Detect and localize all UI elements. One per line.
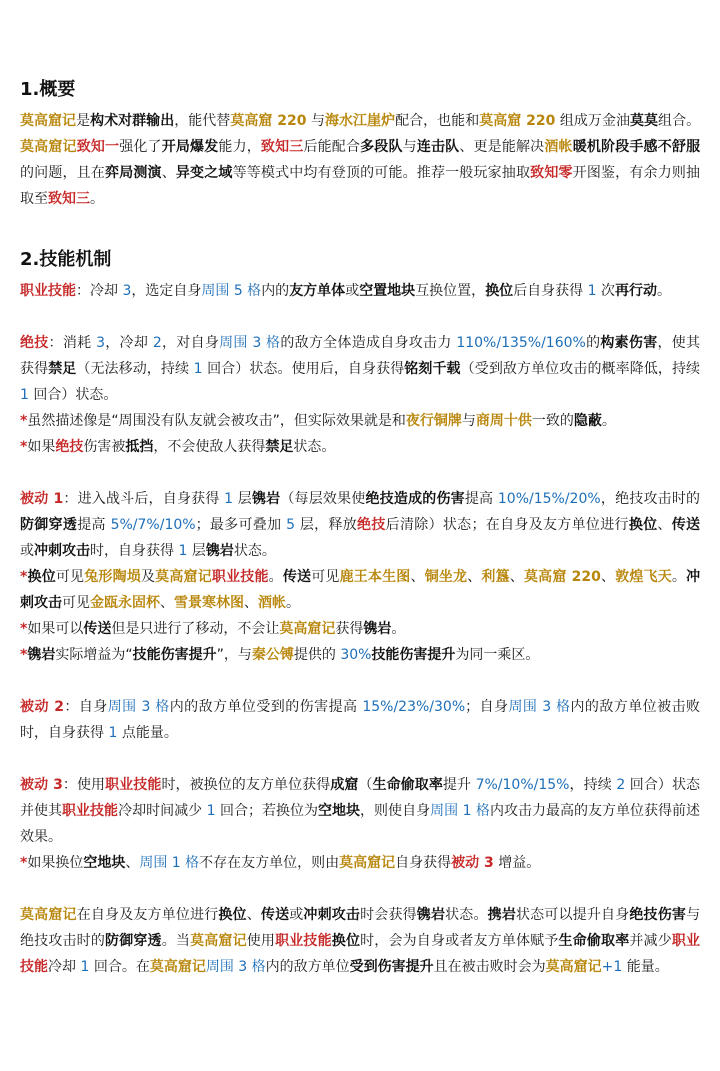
text-run: 3 <box>96 335 106 351</box>
text-run: ：消耗 <box>48 335 97 351</box>
text-run: 与 <box>402 139 417 155</box>
text-run: 15%/23%/30% <box>362 699 466 715</box>
text-run: 状态可以提升自身 <box>516 907 630 923</box>
text-run: 绝技造成的伤害 <box>365 491 465 507</box>
text-run: 职业技能 <box>211 569 269 585</box>
text-run: 5%/7%/10% <box>110 517 196 533</box>
text-run: 携岩 <box>487 907 516 923</box>
paragraph <box>20 616 700 642</box>
text-run: ，选定自身 <box>131 283 202 299</box>
text-run: 时，会为自身或者友方单体赋予 <box>360 933 559 949</box>
text-run: 生命偷取率 <box>372 777 443 793</box>
text-run: 回合）状态并使其 <box>20 777 701 819</box>
paragraph <box>20 642 700 668</box>
text-run: 兔形陶埙 <box>84 569 141 585</box>
text-run: 莫高窟 220 <box>479 113 556 129</box>
text-run: 致知三 <box>48 191 90 207</box>
paragraph-spacer <box>20 876 700 902</box>
text-run: 、 <box>125 855 140 871</box>
text-run: ：冷却 <box>76 283 123 299</box>
text-run: 回合）状态。 <box>28 387 118 403</box>
text-run: 1 <box>20 387 29 403</box>
text-run: ，持续 <box>569 777 617 793</box>
text-run: 、 <box>160 595 174 611</box>
text-run: 周围 1 格 <box>139 855 200 871</box>
text-run: 回合。在 <box>89 959 150 975</box>
text-run: 构术对群输出 <box>90 113 175 129</box>
text-run: 多段队 <box>360 139 403 155</box>
text-run: 状态。 <box>445 907 488 923</box>
text-run: 层，释放 <box>295 517 358 533</box>
text-run: 周围 3 格 <box>219 335 281 351</box>
paragraph <box>20 434 700 460</box>
text-run: 莫高窟记 <box>190 933 247 949</box>
text-run: 但是只进行了移动，不会让 <box>111 621 280 637</box>
text-run: 回合；若换位为 <box>215 803 319 819</box>
text-run: 传送 <box>260 907 290 923</box>
text-run: 与 <box>461 413 476 429</box>
text-run: 在自身及友方单位进行 <box>76 907 219 923</box>
text-run: 绝技 <box>20 335 49 351</box>
text-run: 传送 <box>671 517 701 533</box>
text-run: * <box>20 621 28 637</box>
text-run: ，不会使敌人获得 <box>153 439 266 455</box>
text-run: 换位 <box>27 569 56 585</box>
text-run: （ <box>358 777 373 793</box>
text-run: 一致的 <box>531 413 574 429</box>
text-run: 莫莫 <box>630 113 659 129</box>
text-run: * <box>20 647 28 663</box>
text-run: 技能伤害提升 <box>371 647 456 663</box>
text-run: 绝技 <box>55 439 84 455</box>
text-run: 。 <box>286 595 300 611</box>
text-run: 点能量。 <box>117 725 178 741</box>
text-run: 绝技伤害 <box>629 907 687 923</box>
text-run: 。 <box>268 569 283 585</box>
text-run: 或 <box>345 283 360 299</box>
text-run: 莫高窟记 <box>339 855 396 871</box>
text-run: 再行动 <box>615 283 658 299</box>
text-run: 实际增益为“ <box>55 647 133 663</box>
text-run: 绝技 <box>357 517 386 533</box>
text-run: 1 <box>587 283 597 299</box>
text-run: 被动 1 <box>20 491 64 507</box>
text-run: 受到伤害提升 <box>349 959 434 975</box>
text-run: ，对自身 <box>161 335 220 351</box>
text-run: +1 <box>601 959 623 975</box>
text-run: 连击队 <box>416 139 460 155</box>
paragraph <box>20 278 700 304</box>
text-run: 周围 1 格 <box>430 803 490 819</box>
text-run: 增益。 <box>493 855 541 871</box>
text-run: 、 <box>657 517 672 533</box>
text-run: 冲刺攻击 <box>34 543 90 559</box>
text-run: 莫高窟 220 <box>230 113 307 129</box>
text-run: 提升 <box>442 777 476 793</box>
text-run: 的敌方全体造成自身攻击力 <box>280 335 457 351</box>
text-run: 暖机阶段手感不舒服 <box>572 139 701 155</box>
text-run: 莫高窟记 <box>545 959 602 975</box>
text-run: 内的敌方单位被击败时，自身获得 <box>20 699 701 741</box>
text-run: 冷却 <box>48 959 81 975</box>
text-run: 可见 <box>311 569 340 585</box>
text-run: 致知一 <box>76 139 120 155</box>
text-run: 、 <box>410 569 425 585</box>
text-run: ：自身 <box>63 699 108 715</box>
text-run: ，使其获得 <box>20 335 701 377</box>
text-run: 冲刺攻击 <box>303 907 361 923</box>
paragraph-spacer <box>20 668 700 694</box>
text-run: 组合。 <box>658 113 701 129</box>
text-run: 1 <box>80 959 90 975</box>
text-run: 内的敌方单位受到的伤害提高 <box>169 699 363 715</box>
text-run: 提高 <box>464 491 498 507</box>
text-run: ，冷却 <box>105 335 153 351</box>
text-run: 及 <box>140 569 156 585</box>
text-run: * <box>20 855 28 871</box>
section-heading: 1.概要 <box>20 79 76 100</box>
text-run: 、 <box>467 569 482 585</box>
text-run: 莫高窟记 <box>149 959 206 975</box>
text-run: ，则使自身 <box>360 803 431 819</box>
text-run: 生命偷取率 <box>558 933 630 949</box>
text-run: 、 <box>600 569 616 585</box>
text-run: 且在被击败时会为 <box>433 959 546 975</box>
text-run: 如果换位 <box>27 855 84 871</box>
text-run: * <box>20 439 28 455</box>
text-run: 30% <box>340 647 372 663</box>
text-run: 周围 5 格 <box>201 283 262 299</box>
text-run: 隐蔽 <box>573 413 602 429</box>
text-run: 镌岩 <box>416 907 446 923</box>
text-run: 。 <box>601 413 616 429</box>
text-run: 。当 <box>161 933 191 949</box>
text-run: 等等模式中均有登顶的可能。推荐一般玩家抽取 <box>232 165 531 181</box>
paragraph <box>20 772 700 850</box>
text-run: 周围 3 格 <box>508 699 571 715</box>
text-run: 开图鉴，有余力则抽取至 <box>20 165 701 207</box>
text-run: 内的 <box>261 283 290 299</box>
text-run: ；最多可叠加 <box>195 517 287 533</box>
text-run: 雪景寒林图 <box>174 595 244 611</box>
text-run: 酒帐 <box>544 139 573 155</box>
text-run: 弈局测演 <box>105 165 162 181</box>
text-run: ”，与 <box>216 647 252 663</box>
text-run: 酒帐 <box>258 595 286 611</box>
text-run: 内的敌方单位 <box>265 959 350 975</box>
text-run: 。 <box>671 569 687 585</box>
text-run: 不存在友方单位，则由 <box>199 855 340 871</box>
text-run: 被动 2 <box>20 699 64 715</box>
text-run: 莫高窟记 <box>20 139 77 155</box>
text-run: 莫高窟 220 <box>523 569 601 585</box>
text-run: 互换位置， <box>415 283 486 299</box>
text-run: 镌岩 <box>205 543 234 559</box>
text-run: 层 <box>187 543 206 559</box>
text-run: 冷却时间减少 <box>118 803 207 819</box>
text-run: 。 <box>391 621 406 637</box>
text-run: 时，被换位的友方单位获得 <box>161 777 331 793</box>
text-run: 开局爆发 <box>161 139 219 155</box>
text-run: 镌岩 <box>363 621 392 637</box>
text-run: 传送 <box>282 569 312 585</box>
text-run: 。 <box>90 191 104 207</box>
text-run: * <box>20 413 28 429</box>
text-run: 。 <box>657 283 672 299</box>
text-run: 后能配合 <box>303 139 361 155</box>
text-run: 并减少 <box>629 933 672 949</box>
text-run: 、 <box>244 595 258 611</box>
text-run: 铜坐龙 <box>424 569 468 585</box>
text-run: 换位 <box>331 933 361 949</box>
text-run: 空置地块 <box>359 283 416 299</box>
text-run: 1 <box>224 491 234 507</box>
text-run: 能量。 <box>622 959 669 975</box>
text-run: 换位 <box>628 517 658 533</box>
text-run: 提供的 <box>293 647 341 663</box>
text-run: 莫高窟记 <box>20 907 77 923</box>
text-run: 职业技能 <box>62 803 119 819</box>
text-run: 传送 <box>83 621 112 637</box>
text-run: 组成万金油 <box>555 113 630 129</box>
text-run: ，绝技攻击时的 <box>600 491 701 507</box>
text-run: 与 <box>306 113 325 129</box>
text-run: 职业技能 <box>20 933 701 975</box>
text-run: 使用 <box>246 933 276 949</box>
paragraph-spacer <box>20 460 700 486</box>
text-run: 鹿王本生图 <box>339 569 411 585</box>
text-run: 配合，也能和 <box>395 113 480 129</box>
section-spacer <box>20 212 700 246</box>
text-run: 冲刺攻击 <box>20 569 701 611</box>
text-run: 2 <box>152 335 162 351</box>
text-run: 回合）状态。使用后，自身获得 <box>202 361 405 377</box>
text-run: 获得 <box>335 621 364 637</box>
paragraph <box>20 486 700 564</box>
paragraph <box>20 850 700 876</box>
text-run: 2 <box>616 777 626 793</box>
text-run: 技能伤害提升 <box>132 647 217 663</box>
text-run: 与绝技攻击时的 <box>20 907 701 949</box>
text-run: （受到敌方单位攻击的概率降低，持续 <box>460 361 701 377</box>
text-run: 可见 <box>55 569 85 585</box>
text-run: 周围 3 格 <box>107 699 170 715</box>
text-run: 、 <box>161 165 176 181</box>
text-run: 构素伤害 <box>600 335 658 351</box>
text-run: 利簋 <box>481 569 510 585</box>
text-run: （无法移动，持续 <box>76 361 194 377</box>
text-run: 3 <box>122 283 132 299</box>
text-run: 职业技能 <box>20 283 76 299</box>
text-run: 1 <box>193 361 203 377</box>
text-run: 致知零 <box>530 165 573 181</box>
text-run: 如果可以 <box>27 621 84 637</box>
text-run: 或 <box>289 907 304 923</box>
text-run: 层 <box>233 491 252 507</box>
text-run: 镌岩 <box>251 491 281 507</box>
text-run: 铭刻千载 <box>404 361 461 377</box>
text-run: 防御穿透 <box>105 933 162 949</box>
text-run: 1 <box>178 543 188 559</box>
text-run: 商周十供 <box>475 413 532 429</box>
text-run: 是 <box>76 113 91 129</box>
text-run: ：进入战斗后，自身获得 <box>63 491 225 507</box>
text-run: 空地块 <box>83 855 126 871</box>
text-run: 的 <box>585 335 601 351</box>
text-run: 莫高窟记 <box>279 621 336 637</box>
text-run: 110%/135%/160% <box>456 335 586 351</box>
text-run: 、 <box>246 907 261 923</box>
text-run: 莫高窟记 <box>155 569 212 585</box>
paragraph-spacer <box>20 746 700 772</box>
text-run: 职业技能 <box>105 777 162 793</box>
text-run: 1 <box>206 803 216 819</box>
text-run: 换位 <box>218 907 247 923</box>
text-run: ，能代替 <box>174 113 231 129</box>
text-run: 如果 <box>27 439 56 455</box>
text-run: 敦煌飞天 <box>615 569 672 585</box>
text-run: 换位 <box>485 283 514 299</box>
text-run: 后自身获得 <box>513 283 588 299</box>
text-run: 金瓯永固杯 <box>90 595 160 611</box>
paragraph <box>20 108 700 212</box>
text-run: 伤害被 <box>83 439 126 455</box>
text-run: 或 <box>20 543 34 559</box>
text-run: 致知三 <box>260 139 304 155</box>
text-run: 的问题，且在 <box>20 165 106 181</box>
text-run: 虽然描述像是“周围没有队友就会被攻击”，但实际效果就是和 <box>27 413 406 429</box>
text-run: 莫高窟记 <box>20 113 77 129</box>
text-run: 空地块 <box>318 803 361 819</box>
text-run: 防御穿透 <box>20 517 78 533</box>
text-run: 被动 3 <box>20 777 63 793</box>
text-run: 状态。 <box>233 543 276 559</box>
text-run: 、 <box>509 569 524 585</box>
text-run: 夜行铜牌 <box>405 413 462 429</box>
text-run: 海水江崖炉 <box>325 113 396 129</box>
text-run: 周围 3 格 <box>205 959 266 975</box>
text-run: 能力， <box>218 139 261 155</box>
text-run: 时会获得 <box>360 907 417 923</box>
text-run: 职业技能 <box>275 933 332 949</box>
text-run: 1 <box>108 725 118 741</box>
text-run: 成窟 <box>330 777 359 793</box>
text-run: 为同一乘区。 <box>455 647 540 663</box>
text-run: * <box>20 569 28 585</box>
text-run: 秦公镈 <box>251 647 294 663</box>
paragraph <box>20 408 700 434</box>
text-run: （每层效果使 <box>280 491 366 507</box>
text-run: 可见 <box>62 595 90 611</box>
text-run: 内攻击力最高的友方单位获得前述效果。 <box>20 803 701 845</box>
text-run: 镌岩 <box>27 647 56 663</box>
text-run: 禁足 <box>265 439 294 455</box>
paragraph <box>20 564 700 616</box>
text-run: 友方单体 <box>289 283 346 299</box>
text-run: 提高 <box>77 517 111 533</box>
text-run: 禁足 <box>48 361 77 377</box>
text-run: 异变之域 <box>175 165 233 181</box>
text-run: 状态。 <box>293 439 336 455</box>
text-run: 7%/10%/15% <box>475 777 570 793</box>
text-run: 被动 3 <box>451 855 494 871</box>
paragraph <box>20 694 700 746</box>
paragraph <box>20 902 700 980</box>
text-run: 强化了 <box>119 139 162 155</box>
text-run: ；自身 <box>465 699 509 715</box>
text-run: 、更是能解决 <box>459 139 545 155</box>
text-run: ：使用 <box>62 777 106 793</box>
text-run: 次 <box>596 283 616 299</box>
text-run: 自身获得 <box>395 855 452 871</box>
text-run: 抵挡 <box>125 439 154 455</box>
text-run: 10%/15%/20% <box>497 491 601 507</box>
text-run: 后清除）状态；在自身及友方单位进行 <box>385 517 629 533</box>
paragraph-spacer <box>20 304 700 330</box>
text-run: 5 <box>286 517 296 533</box>
section-heading: 2.技能机制 <box>20 249 112 270</box>
paragraph <box>20 330 700 408</box>
text-run: 时，自身获得 <box>90 543 179 559</box>
